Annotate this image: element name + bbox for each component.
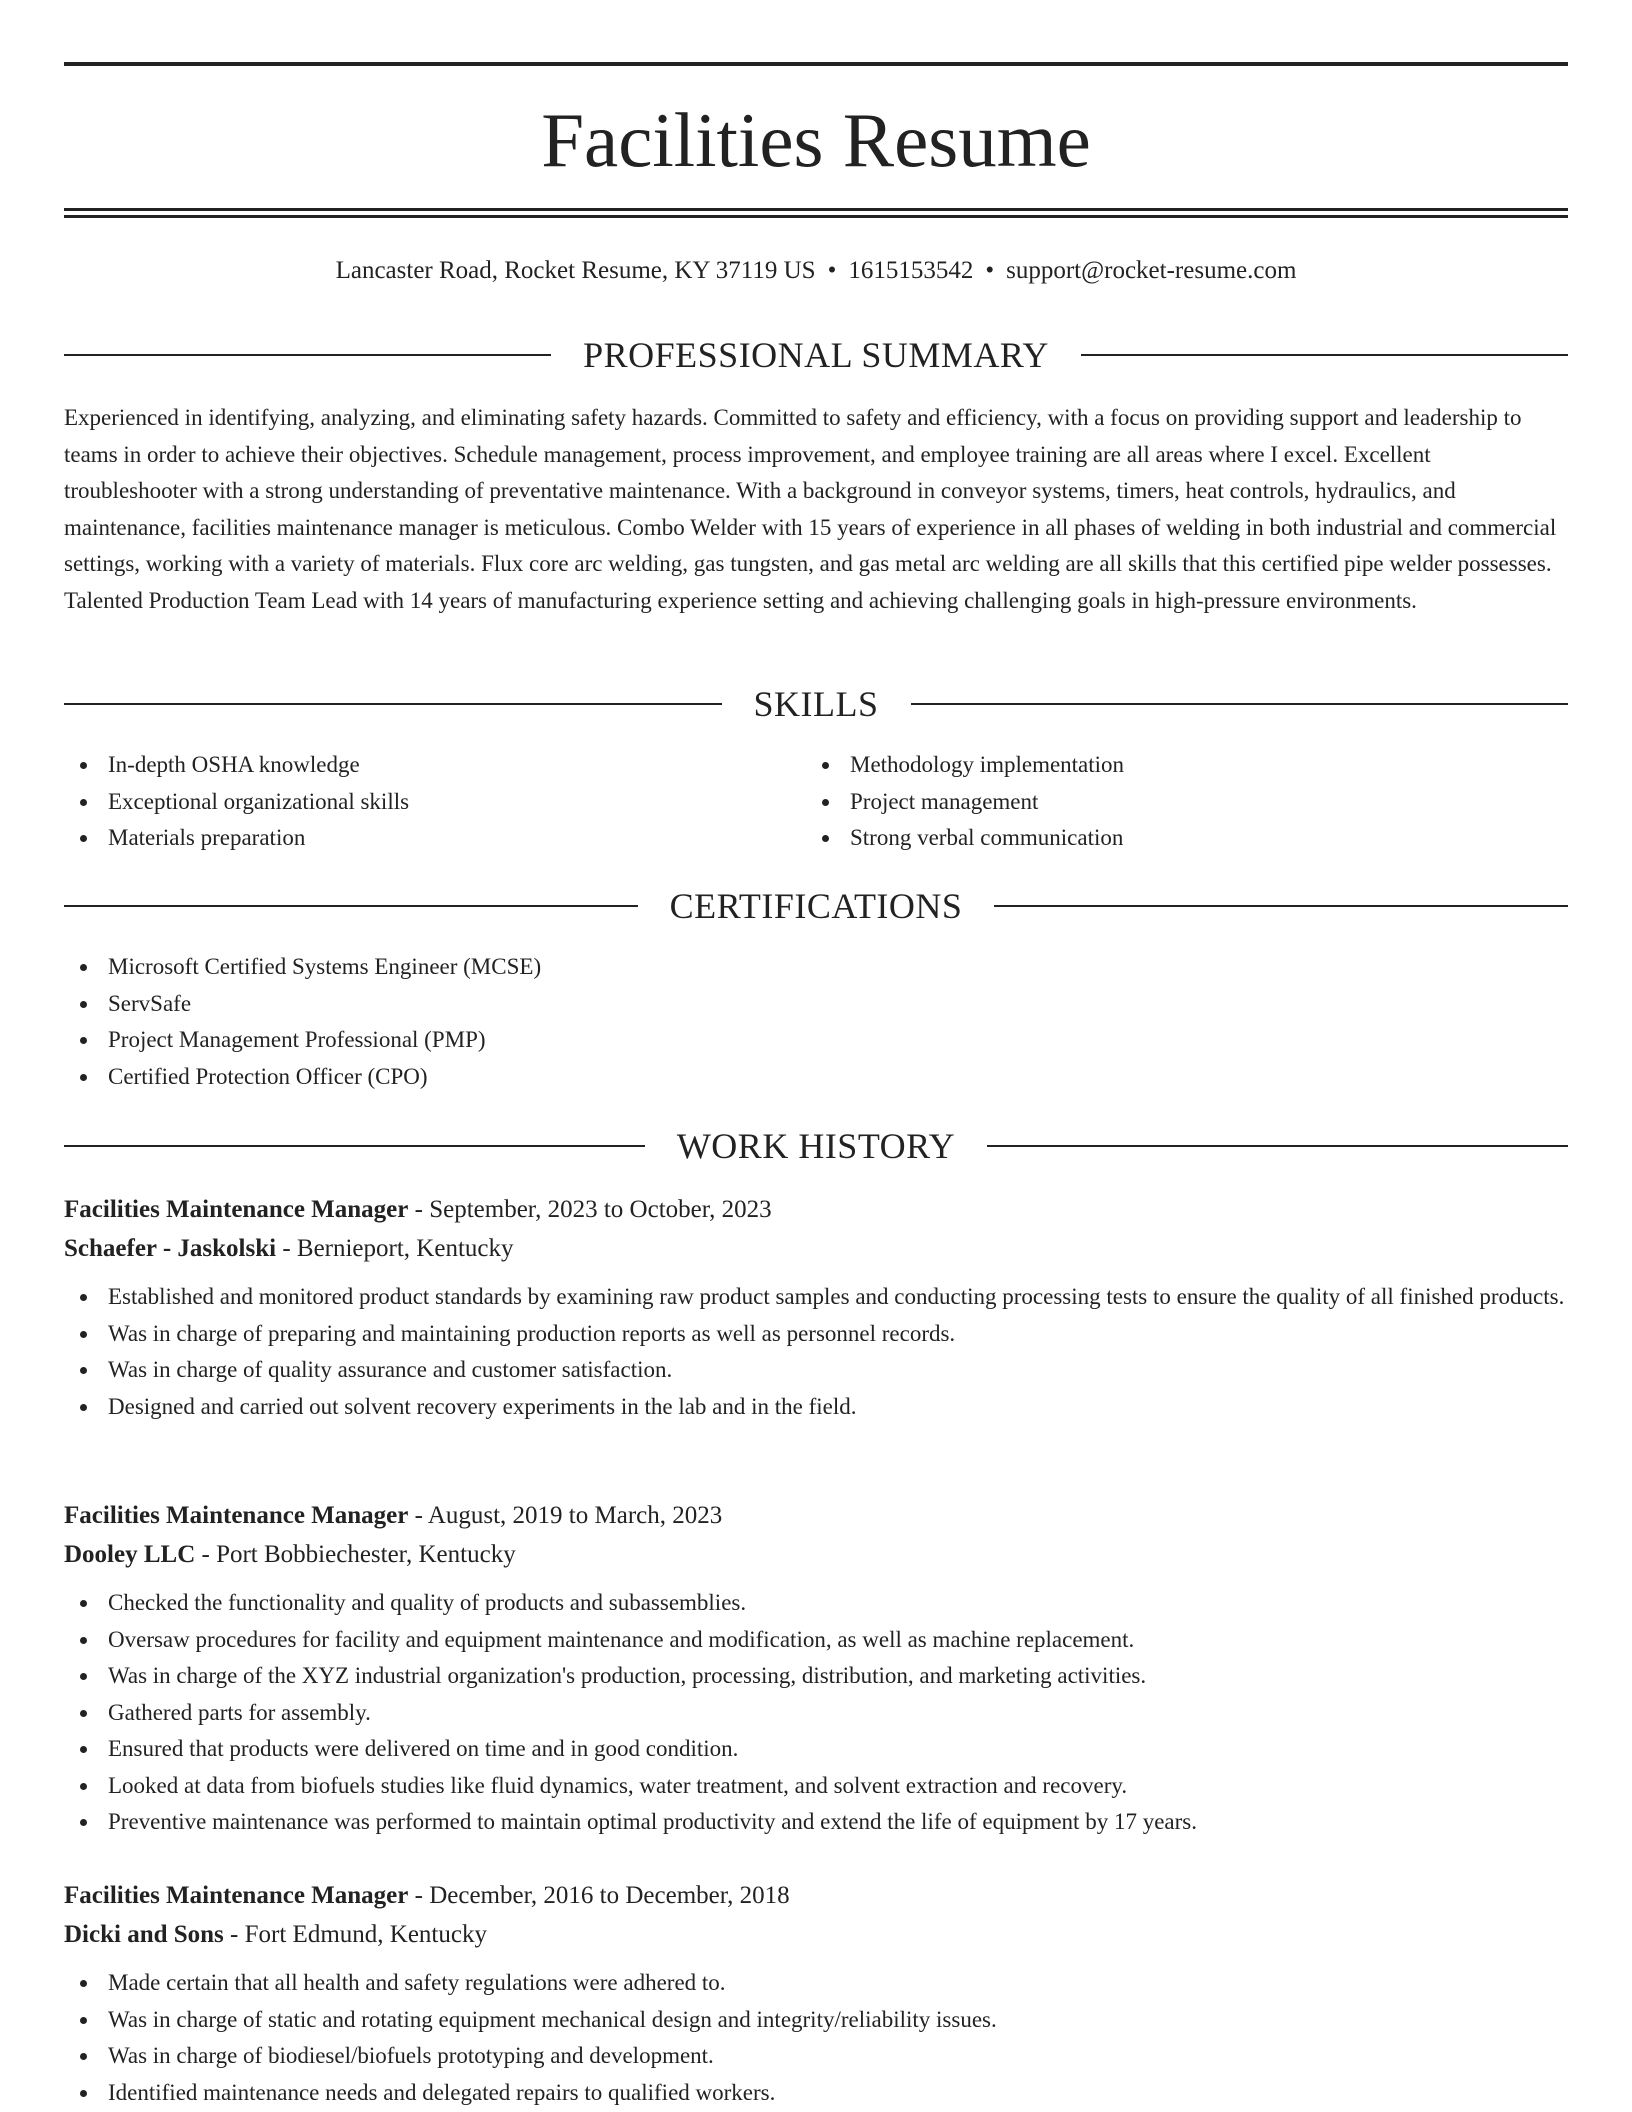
job-bullets (64, 1585, 1568, 1841)
job-bullets (64, 1965, 1568, 2111)
summary-text: Experienced in identifying, analyzing, and eliminating safety hazards. Committed to safety and efficiency, with a focus on providing support and leadership to teams in order to achieve their objectives. Schedule management, process improvement, and employee training are all areas where I excel. Excellent troubleshooter with a strong understanding of preventative maintenance. With a background in conveyor systems, timers, heat controls, hydraulics, and maintenance, facilities maintenance manager is meticulous. Combo Welder with 15 years of experience in all phases of welding in both industrial and commercial settings, working with a variety of materials. Flux core arc welding, gas tungsten, and gas metal arc welding are all skills that this certified pipe welder possesses. Talented Production Team Lead with 14 years of manufacturing experience setting and achieving challenging goals in high-pressure environments. (64, 405, 1557, 613)
section-header-summary (64, 333, 1568, 377)
certifications-list (64, 949, 1568, 1095)
job-bullet: Was in charge of preparing and maintaining production reports as well as personnel records. (64, 1316, 1568, 1353)
contact-address: Lancaster Road, Rocket Resume, KY 37119 US (335, 257, 816, 284)
job-bullet: Looked at data from biofuels studies like fluid dynamics, water treatment, and solvent extraction and recovery. (64, 1768, 1568, 1805)
skill-item: Materials preparation (64, 820, 804, 857)
contact-email: support@rocket-resume.com (1006, 257, 1297, 284)
job-entry (64, 1876, 1568, 2111)
job-dates: - September, 2023 to October, 2023 (408, 1196, 772, 1223)
job-bullet: Ensured that products were delivered on time and in good condition. (64, 1731, 1568, 1768)
section-rule-left (64, 703, 722, 705)
section-rule-right (911, 703, 1569, 705)
skills-list-right (806, 747, 1566, 857)
job-bullet: Preventive maintenance was performed to maintain optimal productivity and extend the life of equipment by 17 years. (64, 1804, 1568, 1841)
job-location: - Port Bobbiechester, Kentucky (195, 1541, 516, 1568)
job-bullets (64, 1279, 1568, 1425)
job-bullet: Was in charge of static and rotating equipment mechanical design and integrity/reliability issues. (64, 2002, 1568, 2039)
job-bullet: Was in charge of the XYZ industrial organization's production, processing, distribution, and marketing activities. (64, 1658, 1568, 1695)
job-bullet: Gathered parts for assembly. (64, 1695, 1568, 1732)
section-header-skills (64, 682, 1568, 726)
section-rule-right (987, 1145, 1568, 1147)
job-bullet: Was in charge of quality assurance and customer satisfaction. (64, 1352, 1568, 1389)
section-title: SKILLS (753, 684, 879, 724)
skill-item: Methodology implementation (806, 747, 1566, 784)
section-header-certifications (64, 884, 1568, 928)
certification-item: ServSafe (64, 986, 1568, 1023)
section-rule-left (64, 354, 551, 356)
job-title: Facilities Maintenance Manager (64, 1502, 409, 1529)
job-title-line (64, 1876, 1568, 1915)
section-title: CERTIFICATIONS (669, 886, 963, 926)
job-title: Facilities Maintenance Manager (64, 1196, 409, 1223)
job-location: - Fort Edmund, Kentucky (223, 1921, 487, 1948)
job-title: Facilities Maintenance Manager (64, 1882, 409, 1909)
section-title: PROFESSIONAL SUMMARY (583, 335, 1049, 375)
section-title: WORK HISTORY (676, 1126, 956, 1166)
section-rule-left (64, 1145, 645, 1147)
job-title-line (64, 1190, 1568, 1229)
job-entry (64, 1496, 1568, 1841)
title-double-rule (64, 208, 1568, 218)
certification-item: Project Management Professional (PMP) (64, 1022, 1568, 1059)
job-bullet: Was in charge of biodiesel/biofuels prototyping and development. (64, 2038, 1568, 2075)
job-dates: - December, 2016 to December, 2018 (408, 1882, 790, 1909)
job-bullet: Checked the functionality and quality of products and subassemblies. (64, 1585, 1568, 1622)
job-company: Dicki and Sons (64, 1921, 224, 1948)
skills-list-left (64, 747, 804, 857)
job-bullet: Designed and carried out solvent recovery experiments in the lab and in the field. (64, 1389, 1568, 1426)
job-company: Dooley LLC (64, 1541, 196, 1568)
skill-item: Project management (806, 784, 1566, 821)
job-title-line (64, 1496, 1568, 1535)
certification-item: Certified Protection Officer (CPO) (64, 1059, 1568, 1096)
job-dates: - August, 2019 to March, 2023 (408, 1502, 723, 1529)
job-company-line (64, 1915, 1568, 1954)
contact-separator: • (827, 257, 837, 284)
section-rule-right (994, 905, 1568, 907)
section-rule-left (64, 905, 638, 907)
skill-item: Exceptional organizational skills (64, 784, 804, 821)
job-company-line (64, 1229, 1568, 1268)
job-bullet: Established and monitored product standards by examining raw product samples and conducting processing tests to ensure the quality of all finished products. (64, 1279, 1568, 1316)
section-header-work-history (64, 1124, 1568, 1168)
job-company-line (64, 1535, 1568, 1574)
job-bullet: Oversaw procedures for facility and equipment maintenance and modification, as well as machine replacement. (64, 1622, 1568, 1659)
skill-item: Strong verbal communication (806, 820, 1566, 857)
job-company: Schaefer - Jaskolski (64, 1235, 277, 1262)
job-entry (64, 1190, 1568, 1425)
certification-item: Microsoft Certified Systems Engineer (MCSE) (64, 949, 1568, 986)
job-bullet: Identified maintenance needs and delegated repairs to qualified workers. (64, 2075, 1568, 2112)
contact-separator: • (985, 257, 995, 284)
contact-phone: 1615153542 (848, 257, 974, 284)
skill-item: In-depth OSHA knowledge (64, 747, 804, 784)
section-rule-right (1081, 354, 1568, 356)
top-rule (64, 62, 1568, 66)
job-location: - Bernieport, Kentucky (276, 1235, 514, 1262)
contact-line (64, 254, 1568, 288)
resume-title: Facilities Resume (541, 97, 1091, 183)
job-bullet: Made certain that all health and safety regulations were adhered to. (64, 1965, 1568, 2002)
